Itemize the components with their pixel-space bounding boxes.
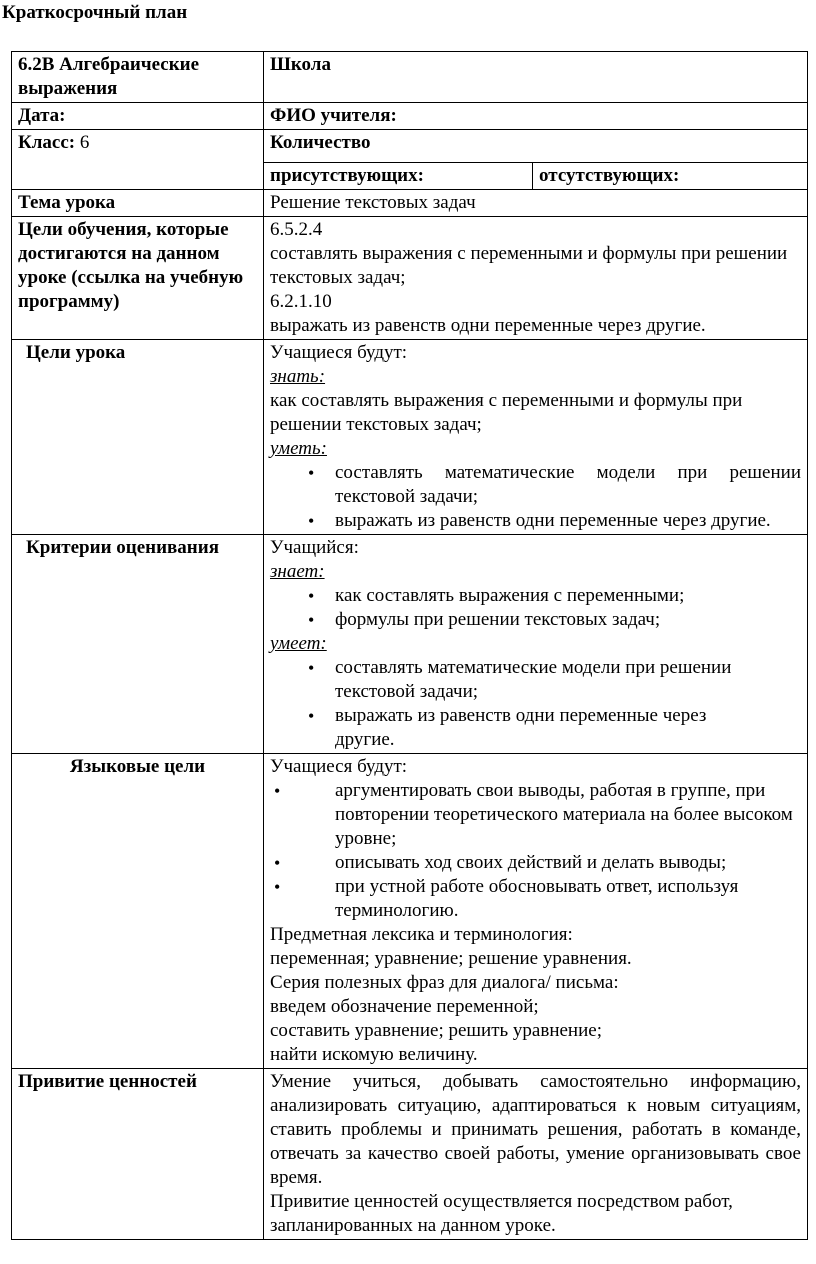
phrases-label: Серия полезных фраз для диалога/ письма: (270, 972, 619, 993)
table-row (12, 535, 808, 754)
values-text-2: Привитие ценностей осуществляется посредством работ, запланированных на данном уроке. (270, 1191, 733, 1236)
class-label: Класс: (18, 132, 76, 153)
values-content (264, 1069, 808, 1240)
list-item: • выражать из равенств одни переменные через другие. (270, 509, 801, 533)
table-row (12, 1069, 808, 1240)
school-label: Школа (264, 52, 808, 103)
objective-code: 6.2.1.10 (270, 291, 332, 312)
list-item: • описывать ход своих действий и делать выводы; (270, 851, 801, 875)
lesson-plan-table (11, 51, 808, 1240)
phrase-item: составить уравнение; решить уравнение; (270, 1020, 602, 1041)
objective-text: составлять выражения с переменными и формулы при решении текстовых задач; (270, 243, 788, 288)
lesson-goals-label: Цели урока (12, 340, 264, 535)
attendance-split (264, 163, 807, 189)
lesson-goals-content (264, 340, 808, 535)
list-item (270, 779, 801, 851)
list-item: • при устной работе обосновывать ответ, используя терминологию. (270, 875, 801, 923)
present-label: присутствующих: (264, 163, 533, 189)
values-text: Умение учиться, добывать самостоятельно информацию, анализировать ситуацию, адаптироваться к новым ситуациям, ставить проблемы и принимать решения, работать в команде, отвечать за качество своей работы, умение организовывать свое время. (270, 1071, 801, 1188)
criteria-label: Критерии оценивания (12, 535, 264, 754)
can-label: умеет: (270, 633, 327, 654)
class-cell (12, 130, 264, 190)
list-item: • формулы при решении текстовых задач; (270, 608, 801, 632)
list-item: • составлять математические модели при решении текстовой задачи; (270, 461, 801, 509)
phrase-item: введем обозначение переменной; (270, 996, 539, 1017)
topic-label: Тема урока (12, 190, 264, 217)
learning-objectives-content (264, 217, 808, 340)
document-title: Краткосрочный план (2, 2, 188, 23)
attendance-cell (264, 130, 808, 190)
criteria-intro: Учащийся: (270, 537, 359, 558)
class-value: 6 (79, 132, 90, 153)
knows-label: знает: (270, 561, 325, 582)
table-row (12, 340, 808, 535)
can-label: уметь: (270, 438, 327, 459)
objective-code: 6.5.2.4 (270, 219, 323, 240)
learning-objectives-label: Цели обучения, которые достигаются на данном уроке (ссылка на учебную программу) (12, 217, 264, 340)
list-item: • составлять математические модели при решении текстовой задачи; (270, 656, 801, 704)
language-goals-content (264, 754, 808, 1069)
table-row (12, 103, 808, 130)
know-text: как составлять выражения с переменными и формулы при решении текстовых задач; (270, 390, 743, 435)
phrase-item: найти искомую величину. (270, 1044, 478, 1065)
list-item: • выражать из равенств одни переменные через другие. (270, 704, 801, 752)
language-goals-label: Языковые цели (12, 754, 264, 1069)
objective-text: выражать из равенств одни переменные через другие. (270, 315, 706, 336)
teacher-label: ФИО учителя: (264, 103, 808, 130)
values-label: Привитие ценностей (12, 1069, 264, 1240)
know-label: знать: (270, 366, 326, 387)
table-row (12, 52, 808, 103)
table-row (12, 217, 808, 340)
absent-label: отсутствующих: (539, 165, 680, 186)
vocab-text: переменная; уравнение; решение уравнения. (270, 948, 632, 969)
vocab-label: Предметная лексика и терминология: (270, 924, 573, 945)
list-item: • как составлять выражения с переменными; (270, 584, 801, 608)
section-label: 6.2В Алгебраические выражения (12, 52, 264, 103)
topic-value: Решение текстовых задач (264, 190, 808, 217)
list-item-text: аргументировать свои выводы, работая в группе, при повторении теоретического материала на более высоком уровне; (335, 780, 793, 849)
table-row (12, 754, 808, 1069)
criteria-content (264, 535, 808, 754)
language-goals-intro: Учащиеся будут: (270, 756, 408, 777)
count-label: Количество (264, 130, 807, 163)
date-label: Дата: (12, 103, 264, 130)
lesson-goals-intro: Учащиеся будут: (270, 342, 408, 363)
table-row (12, 190, 808, 217)
table-row (12, 130, 808, 190)
